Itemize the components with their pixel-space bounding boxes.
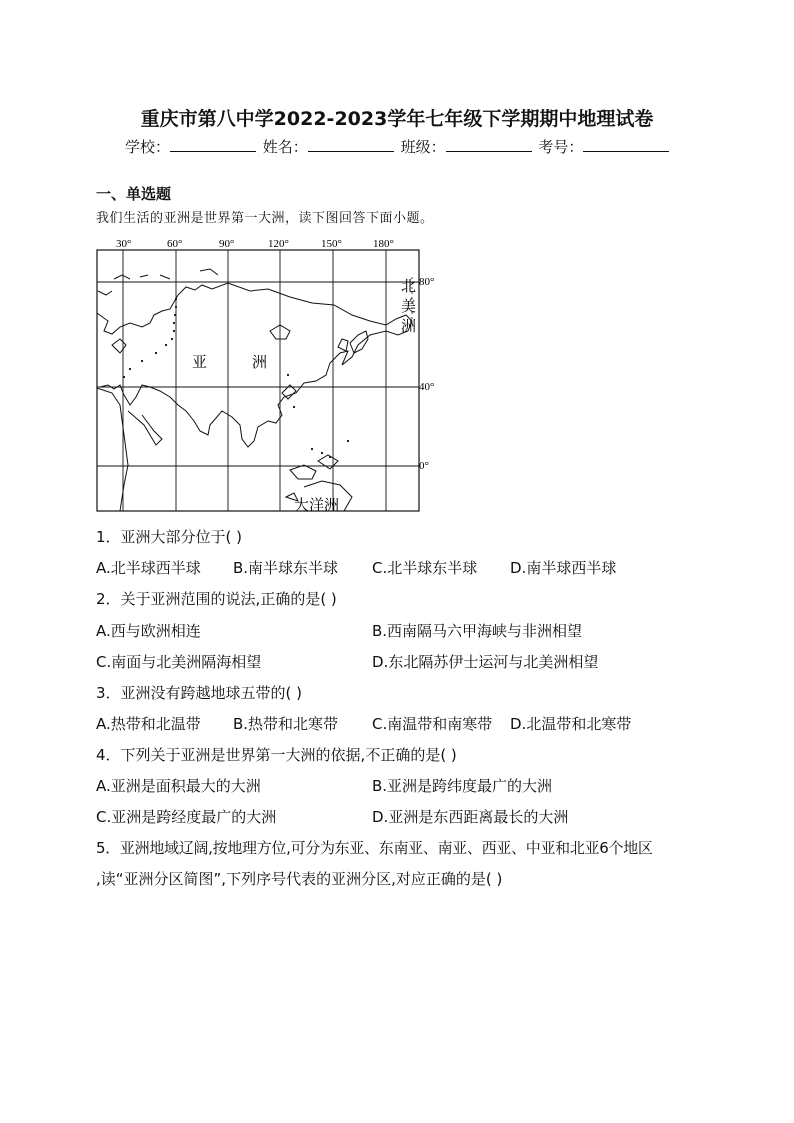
lon-label: 30°	[116, 238, 132, 250]
page-title: 重庆市第八中学2022-2023学年七年级下学期期中地理试卷	[140, 108, 654, 130]
lat-label: 40°	[419, 381, 435, 393]
coastline	[97, 269, 412, 511]
lon-label: 60°	[167, 238, 183, 250]
question-5-stem: 5．亚洲地域辽阔,按地理方位,可分为东亚、东南亚、南亚、西亚、中亚和北亚6个地区	[96, 839, 653, 857]
north-america-label: 洲	[401, 317, 417, 335]
north-america-label: 美	[401, 297, 417, 315]
oceania-label: 大洋洲	[294, 496, 340, 514]
q3-option-c[interactable]: C.南温带和南寒带	[372, 715, 493, 733]
lon-label: 150°	[321, 238, 342, 250]
student-info-line	[125, 136, 671, 157]
name-blank[interactable]	[308, 137, 394, 152]
q2-option-b[interactable]: B.西南隔马六甲海峡与非洲相望	[372, 622, 583, 640]
q1-option-b[interactable]: B.南半球东半球	[233, 559, 339, 577]
question-4-stem: 4．下列关于亚洲是世界第一大洲的依据,不正确的是( )	[96, 746, 457, 764]
asia-label: 亚	[192, 353, 208, 371]
question-1-stem: 1．亚洲大部分位于( )	[96, 528, 243, 546]
exam-no-label: 考号：	[538, 138, 584, 156]
q3-option-b[interactable]: B.热带和北寒带	[233, 715, 339, 733]
q4-option-a[interactable]: A.亚洲是面积最大的大洲	[96, 777, 261, 795]
q4-option-c[interactable]: C.亚洲是跨经度最广的大洲	[96, 808, 277, 826]
lat-label: 0°	[419, 460, 429, 472]
north-america-label: 北	[401, 277, 417, 295]
graticule	[97, 250, 419, 511]
section-title: 一、单选题	[96, 185, 172, 203]
q4-option-b[interactable]: B.亚洲是跨纬度最广的大洲	[372, 777, 553, 795]
q3-option-d[interactable]: D.北温带和北寒带	[510, 715, 632, 733]
q2-option-d[interactable]: D.东北隔苏伊士运河与北美洲相望	[372, 653, 599, 671]
q4-option-d[interactable]: D.亚洲是东西距离最长的大洲	[372, 808, 569, 826]
school-blank[interactable]	[170, 137, 256, 152]
asia-map	[90, 235, 450, 520]
q1-option-d[interactable]: D.南半球西半球	[510, 559, 617, 577]
question-5-stem-line2: ,读“亚洲分区简图”,下列序号代表的亚洲分区,对应正确的是( )	[96, 870, 503, 888]
lon-label: 180°	[373, 238, 394, 250]
name-label: 姓名：	[262, 138, 308, 156]
class-blank[interactable]	[446, 137, 532, 152]
question-2-stem: 2．关于亚洲范围的说法,正确的是( )	[96, 590, 337, 608]
question-3-stem: 3．亚洲没有跨越地球五带的( )	[96, 684, 303, 702]
map-frame	[97, 250, 419, 511]
q3-option-a[interactable]: A.热带和北温带	[96, 715, 201, 733]
asia-label: 洲	[252, 353, 268, 371]
q2-option-c[interactable]: C.南面与北美洲隔海相望	[96, 653, 262, 671]
class-label: 班级：	[400, 138, 446, 156]
lon-label: 90°	[219, 238, 235, 250]
q1-option-c[interactable]: C.北半球东半球	[372, 559, 478, 577]
q2-option-a[interactable]: A.西与欧洲相连	[96, 622, 201, 640]
lon-label: 120°	[268, 238, 289, 250]
exam-no-blank[interactable]	[583, 137, 669, 152]
school-label: 学校：	[125, 138, 171, 156]
intro-text: 我们生活的亚洲是世界第一大洲，读下图回答下面小题。	[96, 211, 434, 226]
q1-option-a[interactable]: A.北半球西半球	[96, 559, 201, 577]
lat-label: 80°	[419, 276, 435, 288]
